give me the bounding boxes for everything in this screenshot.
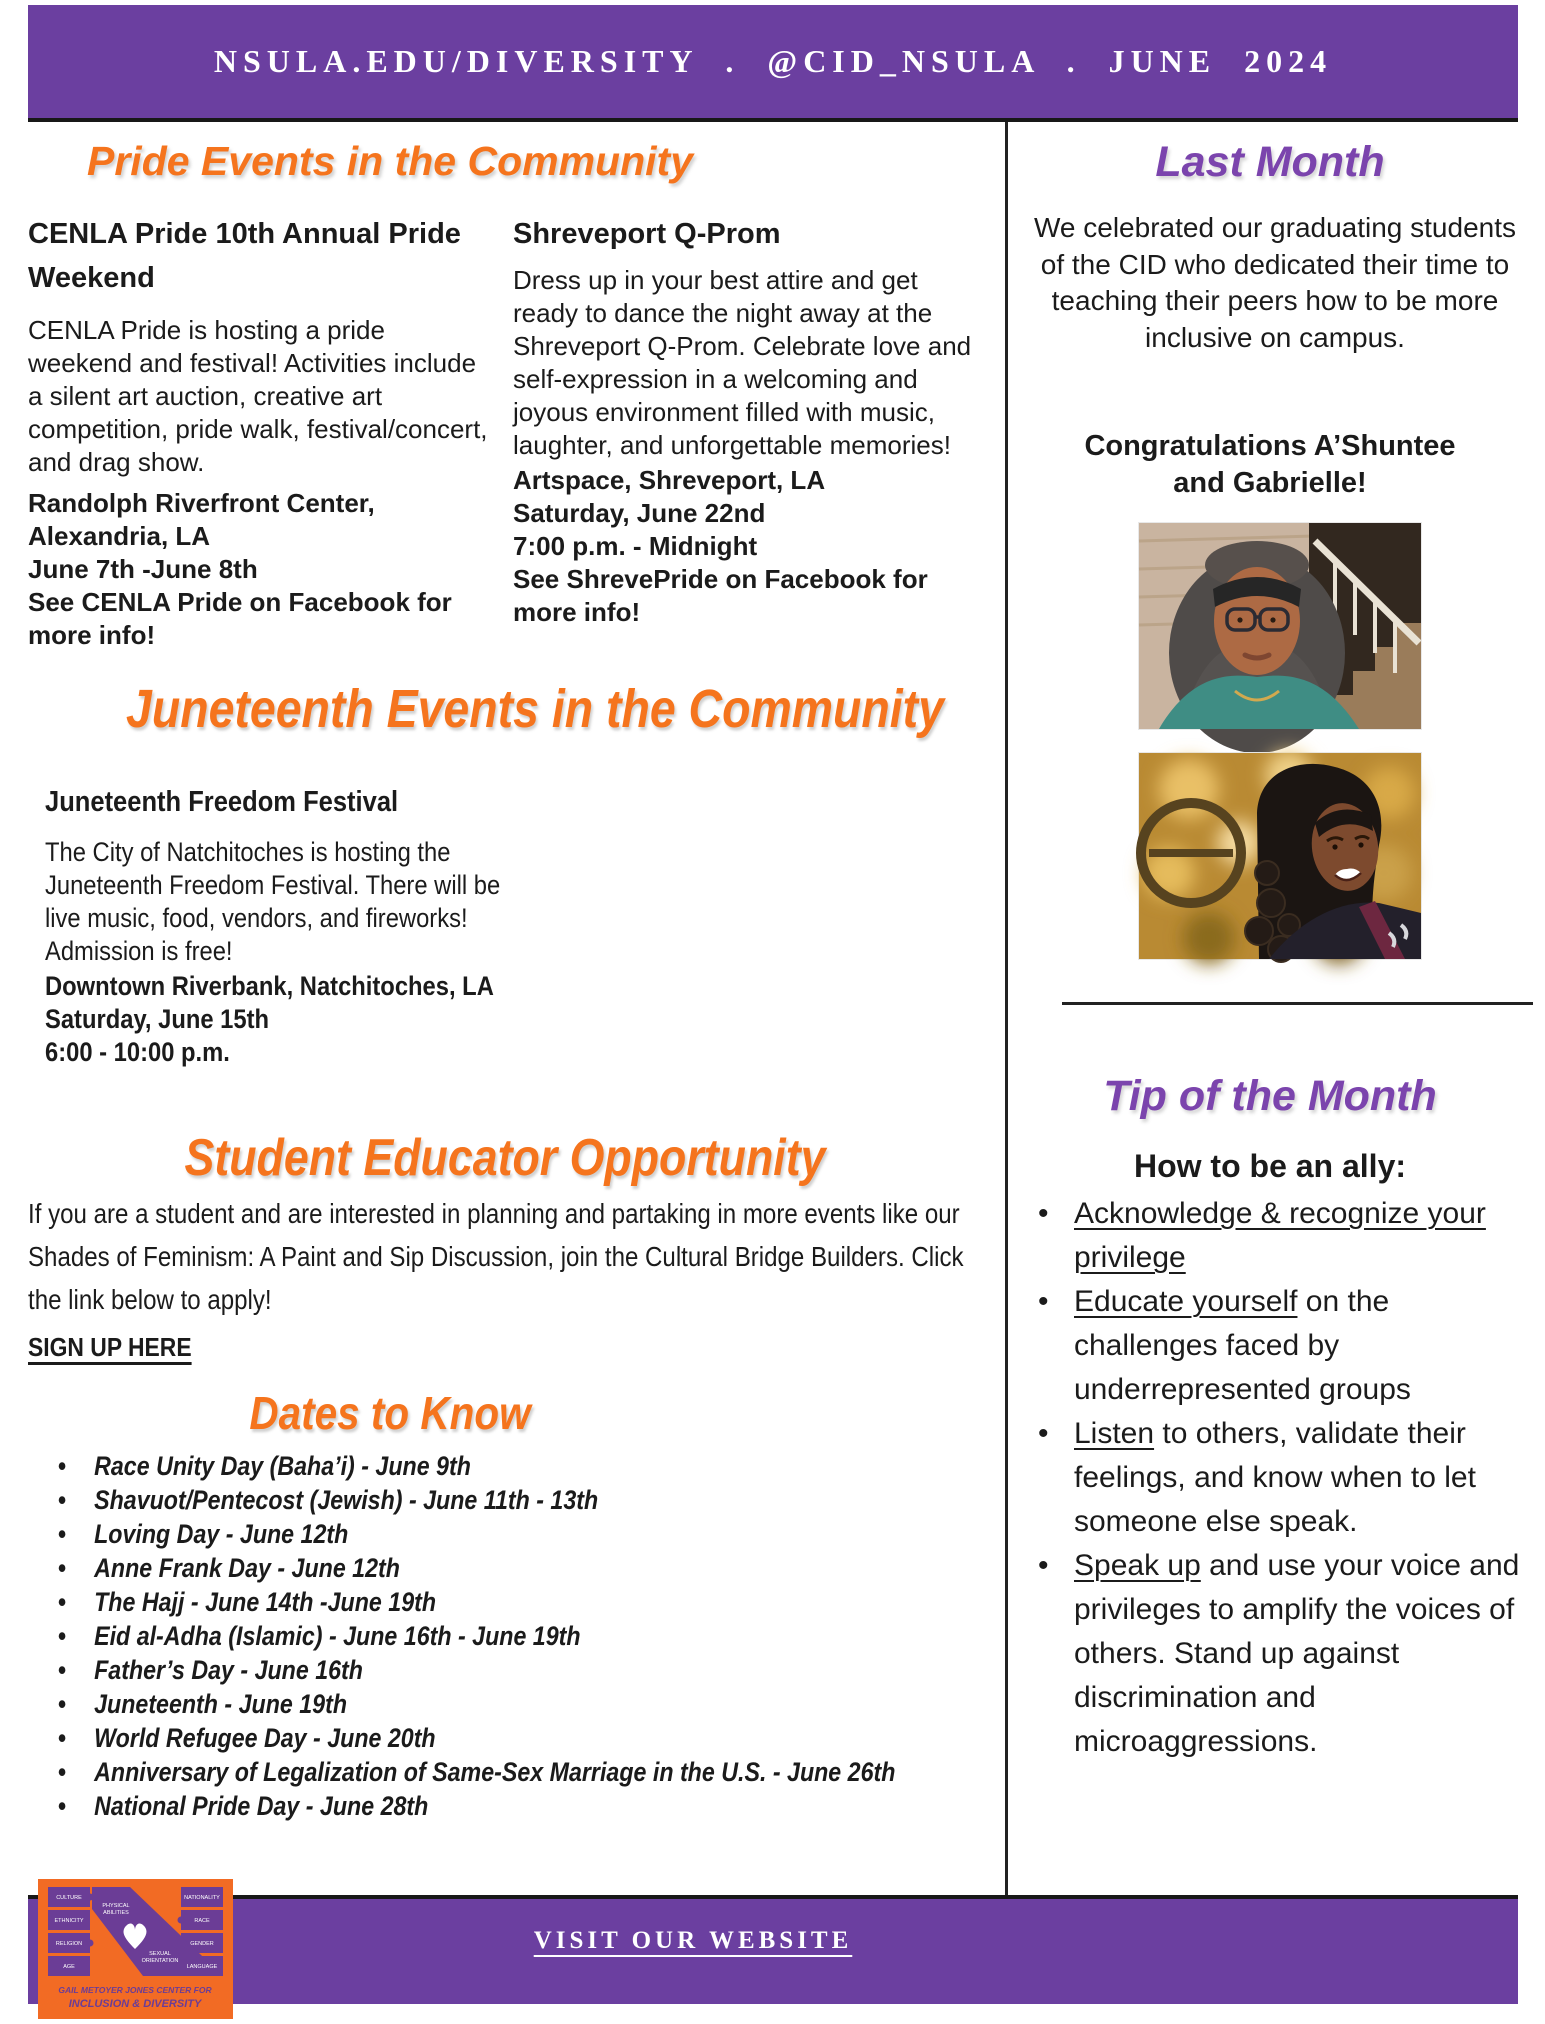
juneteenth-event <box>45 836 520 1069</box>
qprom-date: Saturday, June 22nd <box>513 498 766 528</box>
logo-piece-label: ETHNICITY <box>54 1918 84 1924</box>
logo-piece-label: SEXUAL <box>149 1951 171 1957</box>
list-item: • Anne Frank Day - June 12th <box>58 1554 909 1583</box>
juneteenth-time: 6:00 - 10:00 p.m. <box>45 1037 230 1067</box>
sidebar-divider <box>1062 1002 1533 1005</box>
cenla-event-details <box>28 487 494 652</box>
qprom-venue: Artspace, Shreveport, LA <box>513 465 826 495</box>
graduate-photo-1-illustration <box>1139 523 1421 729</box>
list-item: • Acknowledge & recognize your privilege <box>1038 1192 1520 1280</box>
logo-piece-label: CULTURE <box>56 1895 82 1901</box>
list-item: • Loving Day - June 12th <box>58 1520 909 1549</box>
qprom-event-body: Dress up in your best attire and get ready to dance the night away at the Shreveport Q-Prom. Celebrate love and self-expression in a welcoming and joyous environment filled with music, laughter, and unforgettable memories! <box>513 265 972 460</box>
educator-body: If you are a student and are interested in planning and partaking in more events like our Shades of Feminism: A Paint and Sip Discussion, join the Cultural Bridge Builders. Click the link below to apply! <box>28 1198 964 1315</box>
logo-piece-label: NATIONALITY <box>184 1895 220 1901</box>
last-month-body: We celebrated our graduating students of the CID who dedicated their time to teaching their peers how to be more inclusive on campus. <box>1033 212 1516 353</box>
logo-piece-label: RACE <box>194 1918 210 1924</box>
cenla-pride-event <box>28 212 494 652</box>
list-item: • National Pride Day - June 28th <box>58 1792 909 1821</box>
cenla-event-body: CENLA Pride is hosting a pride weekend and festival! Activities include a silent art auction, creative art competition, pride walk, festival/concert, and drag show. <box>28 315 488 477</box>
list-item: • Eid al-Adha (Islamic) - June 16th - June 19th <box>58 1622 909 1651</box>
list-item: • Race Unity Day (Baha’i) - June 9th <box>58 1452 909 1481</box>
list-item: • World Refugee Day - June 20th <box>58 1724 909 1753</box>
graduate-photo-2 <box>1138 752 1422 960</box>
visit-website-link[interactable]: VISIT OUR WEBSITE <box>533 1927 853 1954</box>
congratulations-text: Congratulations A’Shuntee and Gabrielle! <box>1084 430 1456 499</box>
dates-heading: Dates to Know <box>249 1387 531 1439</box>
list-item: • Shavuot/Pentecost (Jewish) - June 11th - 13th <box>58 1486 909 1515</box>
list-item: • Anniversary of Legalization of Same-Sex Marriage in the U.S. - June 26th <box>58 1758 909 1787</box>
list-item: • Educate yourself on the challenges faced by underrepresented groups <box>1038 1280 1520 1412</box>
logo-piece-label: LANGUAGE <box>186 1964 218 1970</box>
list-item: • The Hajj - June 14th -June 19th <box>58 1588 909 1617</box>
logo-piece-label: GENDER <box>190 1941 214 1947</box>
cenla-venue: Randolph Riverfront Center, Alexandria, LA <box>28 488 375 551</box>
list-item: • Speak up and use your voice and privileges to amplify the voices of others. Stand up against discrimination and microaggressions. <box>1038 1544 1520 1764</box>
footer-banner <box>28 1895 1518 2004</box>
cid-logo <box>38 1879 233 2019</box>
logo-piece-label: ABILITIES <box>103 1910 129 1916</box>
logo-piece-label: AGE <box>63 1964 75 1970</box>
column-divider <box>1005 122 1008 1895</box>
logo-piece-label: RELIGION <box>55 1941 83 1947</box>
cenla-event-title: CENLA Pride 10th Annual Pride Weekend <box>28 218 461 294</box>
ally-tips-list <box>1038 1192 1520 1764</box>
juneteenth-date: Saturday, June 15th <box>45 1004 270 1034</box>
juneteenth-event-details <box>45 970 520 1069</box>
juneteenth-heading: Juneteenth Events in the Community <box>126 679 944 739</box>
banner-text: NSULA.EDU/DIVERSITY . @CID_NSULA . JUNE 2024 <box>213 43 1333 79</box>
pride-heading: Pride Events in the Community <box>87 138 693 184</box>
cid-logo-graphic <box>38 1879 233 2019</box>
cenla-date: June 7th -June 8th <box>28 554 258 584</box>
dates-list <box>58 1452 909 1826</box>
list-item: • Father’s Day - June 16th <box>58 1656 909 1685</box>
qprom-event <box>513 212 983 629</box>
logo-piece-label: ORIENTATION <box>141 1958 179 1964</box>
last-month-heading: Last Month <box>1155 138 1385 186</box>
tip-heading: Tip of the Month <box>1103 1072 1437 1120</box>
qprom-event-title: Shreveport Q-Prom <box>513 218 781 250</box>
logo-org-line1: GAIL METOYER JONES CENTER FOR <box>58 1985 212 1995</box>
qprom-event-details <box>513 464 983 629</box>
graduate-photo-1 <box>1138 522 1422 730</box>
cenla-info: See CENLA Pride on Facebook for more info! <box>28 587 452 650</box>
graduate-photo-2-illustration <box>1139 753 1421 959</box>
list-item: • Juneteenth - June 19th <box>58 1690 909 1719</box>
list-item: • Listen to others, validate their feelings, and know when to let someone else speak. <box>1038 1412 1520 1544</box>
educator-heading: Student Educator Opportunity <box>184 1129 826 1187</box>
qprom-time: 7:00 p.m. - Midnight <box>513 531 758 561</box>
juneteenth-event-body: The City of Natchitoches is hosting the Juneteenth Freedom Festival. There will be live music, food, vendors, and fireworks! Admission is free! <box>45 837 501 966</box>
top-banner <box>28 5 1518 122</box>
logo-piece-label: PHYSICAL <box>102 1903 130 1909</box>
logo-org-line2: INCLUSION & DIVERSITY <box>68 1998 202 2010</box>
qprom-info: See ShrevePride on Facebook for more info! <box>513 564 928 627</box>
sign-up-link[interactable]: SIGN UP HERE <box>28 1332 192 1362</box>
juneteenth-event-title: Juneteenth Freedom Festival <box>45 786 399 818</box>
ally-subheading: How to be an ally: <box>1133 1148 1407 1184</box>
juneteenth-venue: Downtown Riverbank, Natchitoches, LA <box>45 971 494 1001</box>
